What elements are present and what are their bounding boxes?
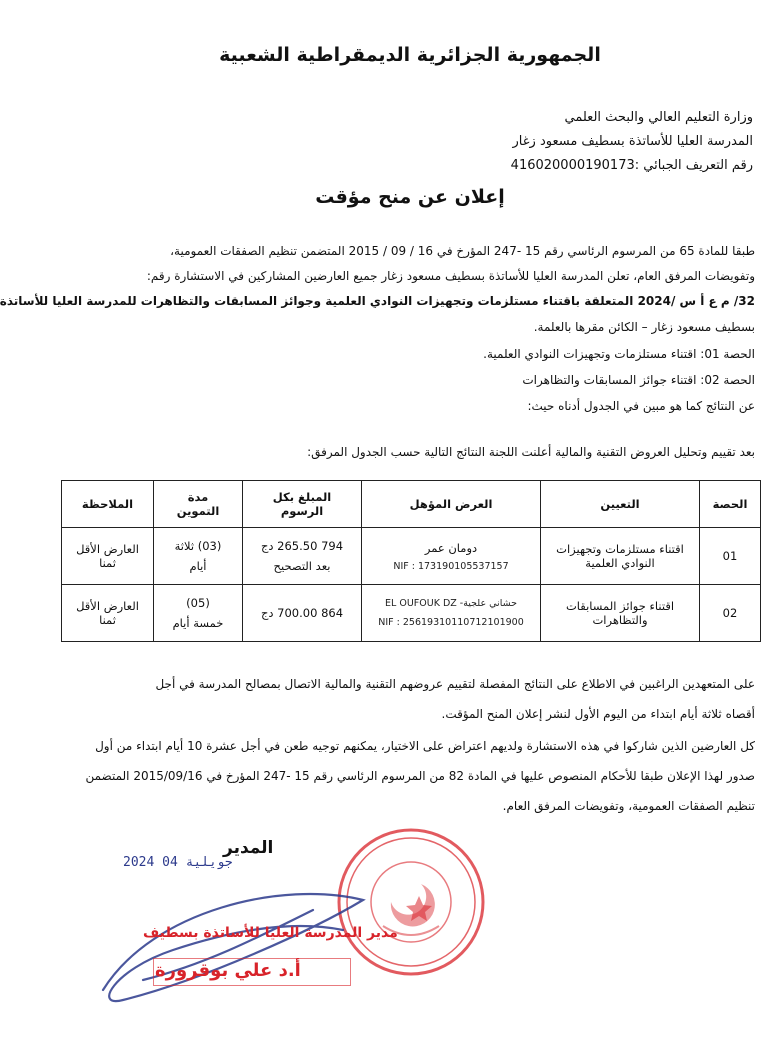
- results-intro: عن النتائج كما هو مبين في الجدول أدناه حيث:: [527, 399, 755, 413]
- date-stamp: 2024 جويلية 04: [123, 855, 233, 870]
- header-designation: التعيين: [541, 481, 700, 528]
- ministry-name: وزارة التعليم العالي والبحث العلمي: [564, 110, 753, 125]
- results-table: [61, 480, 761, 642]
- announcement-title: إعلان عن منح مؤقت: [315, 186, 505, 208]
- cell-lot: 01: [700, 528, 761, 585]
- cell-lot: 02: [700, 585, 761, 642]
- cell-duration: [154, 528, 243, 585]
- cell-amount: [243, 528, 362, 585]
- header-amount: [243, 481, 362, 528]
- cell-supplier: [362, 528, 541, 585]
- supplier-name: دومان عمر: [424, 540, 478, 555]
- header-duration-line1: مدة: [187, 490, 209, 504]
- body-line-4: بسطيف مسعود زغار – الكائن مقرها بالعلمة.: [533, 320, 755, 334]
- cell-amount: [243, 585, 362, 642]
- cell-designation: اقتناء جوائز المسابقات والتظاهرات: [541, 585, 700, 642]
- cell-note: العارض الأقل ثمنا: [62, 528, 154, 585]
- cell-note: العارض الأقل ثمنا: [62, 585, 154, 642]
- amount-value: 864 700.00 دج: [260, 606, 344, 620]
- director-role-stamp: مدير المدرسة العليا للأساتذة بسطيف: [143, 925, 398, 941]
- table-row: [62, 528, 761, 585]
- tax-id: رقم التعريف الجبائي :416020000190173: [510, 158, 753, 173]
- header-note: الملاحظة: [62, 481, 154, 528]
- header-lot: الحصة: [700, 481, 761, 528]
- header-duration-line2: التموين: [176, 504, 220, 518]
- amount-value: 794 265.50 دج: [260, 539, 344, 553]
- supplier-name: حشاني علجية- EL OUFOUK DZ: [385, 598, 517, 609]
- supplier-nif: NIF : 173190105537157: [393, 560, 509, 572]
- director-title: المدير: [223, 838, 274, 858]
- duration-line2: أيام: [189, 559, 207, 573]
- closing-p1-line1: على المتعهدين الراغبين في الاطلاع على النتائج المفصلة لتقييم عروضهم التقنية والمالية الاتصال بمصالح المدرسة في أجل: [155, 677, 755, 691]
- amount-note: بعد التصحيح: [273, 559, 331, 573]
- school-name: المدرسة العليا للأساتذة بسطيف مسعود زغار: [512, 134, 753, 149]
- duration-line2: خمسة أيام: [172, 616, 224, 630]
- cell-designation: اقتناء مستلزمات وتجهيزات النوادي العلمية: [541, 528, 700, 585]
- body-line-3: 32/ م ع أ س /2024 المتعلقة باقتناء مستلزمات وتجهيزات النوادي العلمية وجوائز المسابقات والتظاهرات للمدرسة العليا للأساتذة: [0, 294, 755, 308]
- header-qualified-offer: العرض المؤهل: [362, 481, 541, 528]
- body-line-1: طبقا للمادة 65 من المرسوم الرئاسي رقم 15 -247 المؤرخ في 16 / 09 / 2015 المتضمن تنظيم الصفقات العمومية،: [170, 244, 755, 258]
- header-duration: [154, 481, 243, 528]
- duration-line1: (03) ثلاثة: [174, 539, 222, 553]
- closing-p1-line2: أقصاه ثلاثة أيام ابتداء من اليوم الأول لنشر إعلان المنح المؤقت.: [441, 707, 755, 721]
- lot-2-description: الحصة 02: اقتناء جوائز المسابقات والتظاهرات: [522, 373, 755, 387]
- table-row: [62, 585, 761, 642]
- body-line-2: وتفويضات المرفق العام، تعلن المدرسة العليا للأساتذة بسطيف مسعود زغار جميع العارضين المشاركين في الاستشارة رقم:: [146, 269, 755, 283]
- closing-p2-line3: تنظيم الصفقات العمومية، وتفويضات المرفق العام.: [502, 799, 755, 813]
- cell-supplier: [362, 585, 541, 642]
- closing-p2-line2: صدور لهذا الإعلان طبقا للأحكام المنصوص عليها في المادة 82 من المرسوم الرئاسي رقم 15 -247 المؤرخ في 2015/09/16 المتضمن: [85, 769, 755, 783]
- header-amount-line1: المبلغ بكل: [272, 490, 332, 504]
- republic-title: الجمهورية الجزائرية الديمقراطية الشعبية: [219, 44, 601, 66]
- signature-icon: [83, 870, 383, 1020]
- duration-line1: (05): [186, 596, 210, 610]
- closing-p2-line1: كل العارضين الذين شاركوا في هذه الاستشارة ولديهم اعتراض على الاختيار، يمكنهم توجيه طعن في أجل عشرة 10 أيام ابتداء من أول: [95, 739, 755, 753]
- director-name-stamp: أ.د علي بوقرورة: [155, 960, 301, 981]
- cell-duration: [154, 585, 243, 642]
- evaluation-statement: بعد تقييم وتحليل العروض التقنية والمالية أعلنت اللجنة النتائج التالية حسب الجدول المرفق:: [307, 445, 755, 459]
- name-stamp-border: [153, 958, 351, 986]
- lot-1-description: الحصة 01: اقتناء مستلزمات وتجهيزات النوادي العلمية.: [483, 347, 755, 361]
- table-header-row: [62, 481, 761, 528]
- header-amount-line2: الرسوم: [280, 504, 324, 518]
- supplier-nif: NIF : 25619310110712101900: [378, 617, 524, 628]
